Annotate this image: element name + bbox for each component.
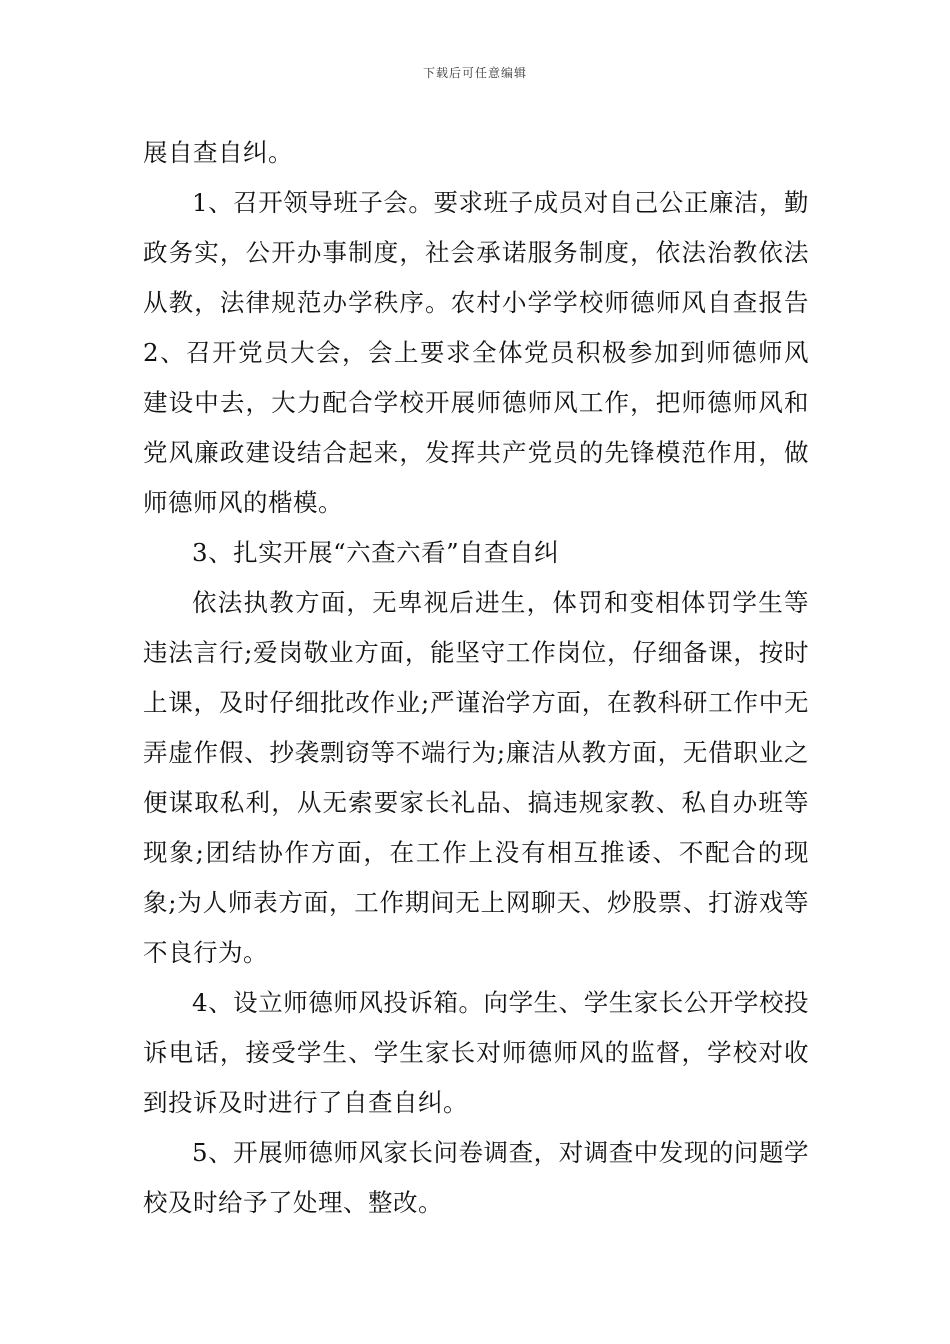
paragraph-continuation: 展自查自纠。 [143,138,293,167]
paragraph-item-5: 5、开展师德师风家长问卷调查，对调查中发现的问题学校及时给予了处理、整改。 [143,1138,809,1217]
paragraph-item-4: 4、设立师德师风投诉箱。向学生、学生家长公开学校投诉电话，接受学生、学生家长对师德师风的监督，学校对收到投诉及时进行了自查自纠。 [143,988,809,1117]
paragraph-six-checks: 依法执教方面，无卑视后进生，体罚和变相体罚学生等违法言行;爱岗敬业方面，能坚守工作岗位，仔细备课，按时上课，及时仔细批改作业;严谨治学方面，在教科研工作中无弄虚作假、抄袭剽窃等不端行为;廉洁从教方面，无借职业之便谋取私利，从无索要家长礼品、搞违规家教、私自办班等现象;团结协作方面，在工作上没有相互推诿、不配合的现象;为人师表方面，工作期间无上网聊天、炒股票、打游戏等不良行为。 [143,588,809,967]
paragraph-item-3-heading: 3、扎实开展“六查六看”自查自纠 [192,538,560,567]
page-header: 下载后可任意编辑 [422,66,527,80]
paragraph-item-1-2: 1、召开领导班子会。要求班子成员对自己公正廉洁，勤政务实，公开办事制度，社会承诺服务制度，依法治教依法从教，法律规范办学秩序。农村小学学校师德师风自查报告2、召开党员大会，会上要求全体党员积极参加到师德师风建设中去，大力配合学校开展师德师风工作，把师德师风和党风廉政建设结合起来，发挥共产党员的先锋模范作用，做师德师风的楷模。 [143,188,809,517]
document-body [143,128,809,1228]
